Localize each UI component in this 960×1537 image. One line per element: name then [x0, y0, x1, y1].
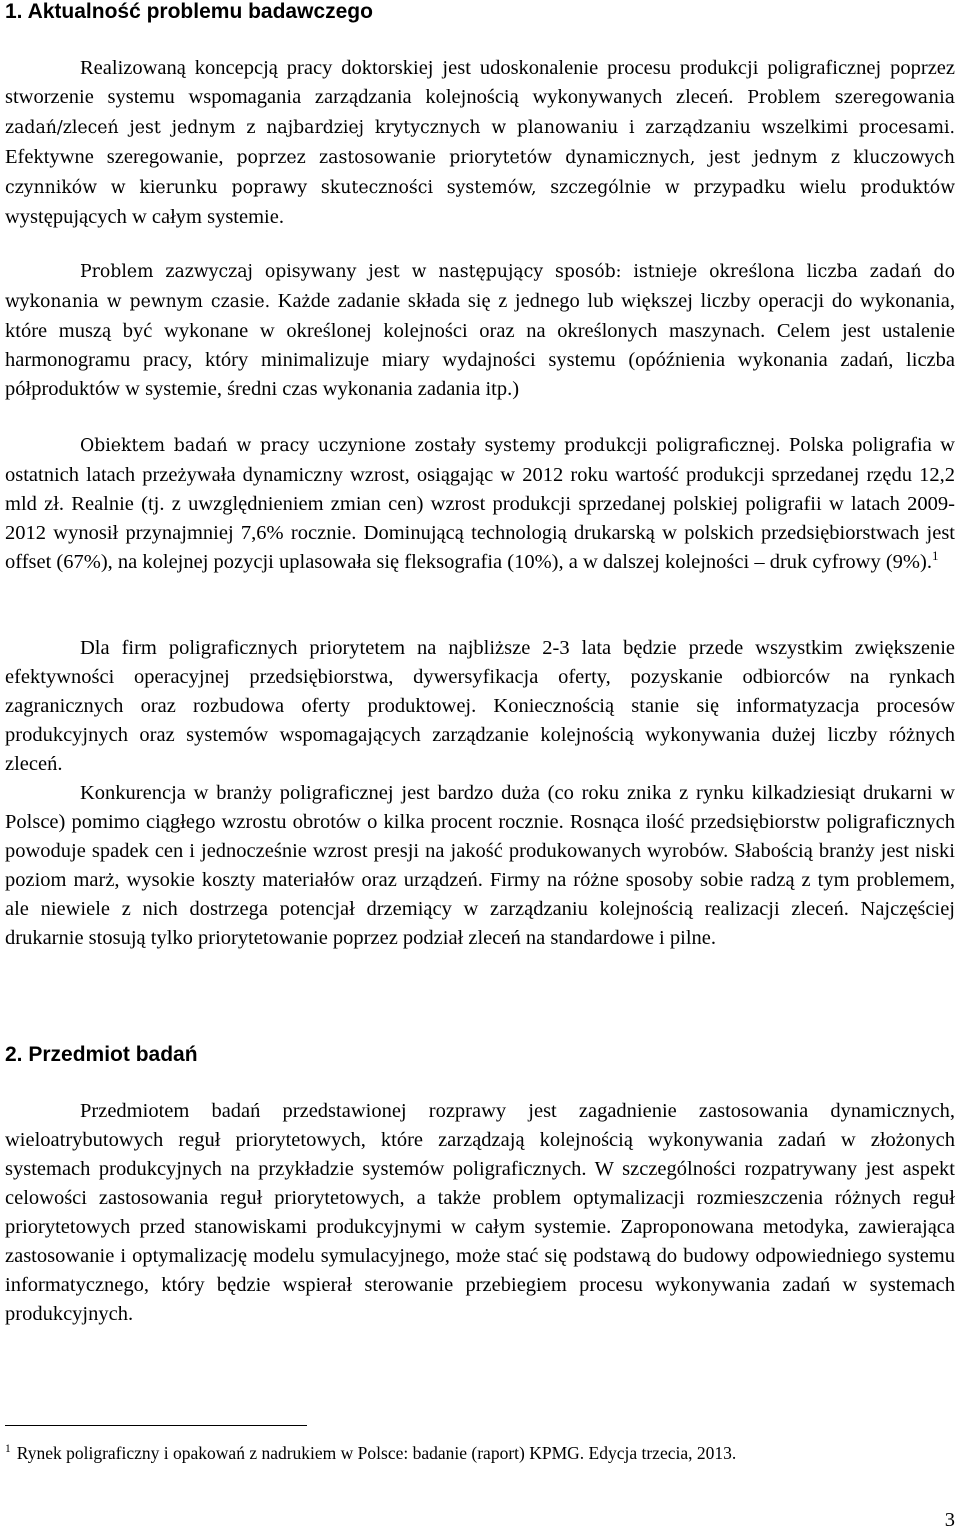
footnote-separator — [5, 1425, 307, 1426]
page-number: 3 — [944, 1509, 955, 1531]
text-run-alt-font: Problem szeregowania zadań/zleceń jest jednym z najbardziej krytycznych w planowaniu i zarządzaniu wszelkimi procesami. — [5, 87, 955, 138]
footnote-reference[interactable]: 1 — [931, 547, 939, 563]
paragraph-opis-problemu — [5, 257, 955, 404]
section-heading-aktualnosc: 1. Aktualność problemu badawczego — [5, 0, 373, 23]
paragraph-koncepcja — [5, 54, 955, 232]
text-run: Realizowaną koncepcją pracy doktorskiej jest udoskonalenie procesu produkcji poligraficznej poprzez stworzenie systemu wspomagania zarządzania kolejnością wykonywanych zleceń. — [5, 57, 955, 108]
text-run-alt-font: poprzez zastosowanie priorytetów dynamicznych, jest jednym z kluczowych czynników w kierunku poprawy skuteczności systemów, szczególnie w przypadku wielu produktów — [5, 147, 955, 198]
text-run-alt-font: Problem zazwyczaj opisywany jest w następujący sposób: istnieje określona liczba zadań do wykonania w pewnym czasie. — [5, 262, 955, 312]
footnote — [5, 1442, 955, 1464]
paragraph-przedmiot-badan: Przedmiotem badań przedstawionej rozprawy jest zagadnienie zastosowania dynamicznych, wieloatrybutowych reguł priorytetowych, które zarządzają kolejnością wykonywania zadań w złożonych systemach produkcyjnych na przykładzie systemów poligraficznych. W szczególności rozpatrywany jest aspekt celowości zastosowania reguł priorytetowych, a także problem optymalizacji rozmieszczenia różnych reguł priorytetowych przed stanowiskami produkcyjnymi w całym systemie. Zaproponowana metodyka, zawierająca zastosowanie i optymalizację modelu symulacyjnego, może stać się podstawą do budowy odpowiedniego systemu informatycznego, który będzie wspierał sterowanie przebiegiem procesu wykonywania zadań w systemach produkcyjnych. — [5, 1100, 955, 1325]
footnote-text: Rynek poligraficzny i opakowań z nadrukiem w Polsce: badanie (raport) KPMG. Edycja trzecia, 2013. — [16, 1443, 737, 1463]
text-run-alt-font: Obiektem badań w pracy uczynione zostały systemy produkcji poligraficznej. — [80, 436, 781, 456]
paragraph-priorytety-firm: Dla firm poligraficznych priorytetem na najbliższe 2-3 lata będzie przede wszystkim zwiększenie efektywności operacyjnej przedsiębiorstwa, dywersyfikacja oferty, pozyskanie odbiorców na rynkach zagranicznych oraz rozbudowa oferty produktowej. Koniecznością stanie się informatyzacja procesów produkcyjnych oraz systemów wspomagających zarządzanie kolejnością wykonywania dużej liczby różnych zleceń. — [5, 637, 955, 775]
paragraph-obiekt-badan — [5, 431, 955, 577]
paragraph-konkurencja: Konkurencja w branży poligraficznej jest bardzo duża (co roku znika z rynku kilkadziesiąt drukarni w Polsce) pomimo ciągłego wzrostu obrotów o kilka procent rocznie. Rosnąca ilość przedsiębiorstw poligraficznych powoduje spadek cen i jednocześnie wzrost presji na jakość produkowanych wyrobów. Słabością branży jest niski poziom marż, wysokie koszty materiałów oraz urządzeń. Firmy na różne sposoby sobie radzą z tym problemem, ale niewiele z nich dostrzega potencjał drzemiący w zarządzaniu kolejnością realizacji zleceń. Najczęściej drukarnie stosują tylko priorytetowanie poprzez podział zleceń na standardowe i pilne. — [5, 782, 955, 949]
section-heading-przedmiot-badan: 2. Przedmiot badań — [5, 1043, 198, 1066]
text-run: Efektywne szeregowanie, — [5, 145, 237, 168]
text-run: Każde zadanie składa się z jednego lub większej liczby operacji do wykonania, które muszą być wykonane w określonej kolejności oraz na określonych maszynach. Celem jest ustalenie harmonogramu pracy, który minimalizuje miary wydajności systemu (opóźnienia wykonania zadań, liczba półproduktów w systemie, średni czas wykonania zadania itp.) — [5, 289, 955, 400]
text-run: występujących w całym systemie. — [5, 205, 284, 228]
footnote-number: 1 — [5, 1443, 11, 1456]
text-run: Polska poligrafia w ostatnich latach przeżywała dynamiczny wzrost, osiągając w 2012 roku wartość produkcji sprzedanej rzędu 12,2 mld zł. Realnie (tj. z uwzględnieniem zmian cen) wzrost produkcji sprzedanej polskiej poligrafii w latach 2009-2012 wynosił przynajmniej 7,6% rocznie. Dominującą technologią drukarską w polskich przedsiębiorstwach jest offset (67%), na kolejnej pozycji uplasowała się fleksografia (10%), a w dalszej kolejności – druk cyfrowy (9%). — [5, 434, 955, 573]
